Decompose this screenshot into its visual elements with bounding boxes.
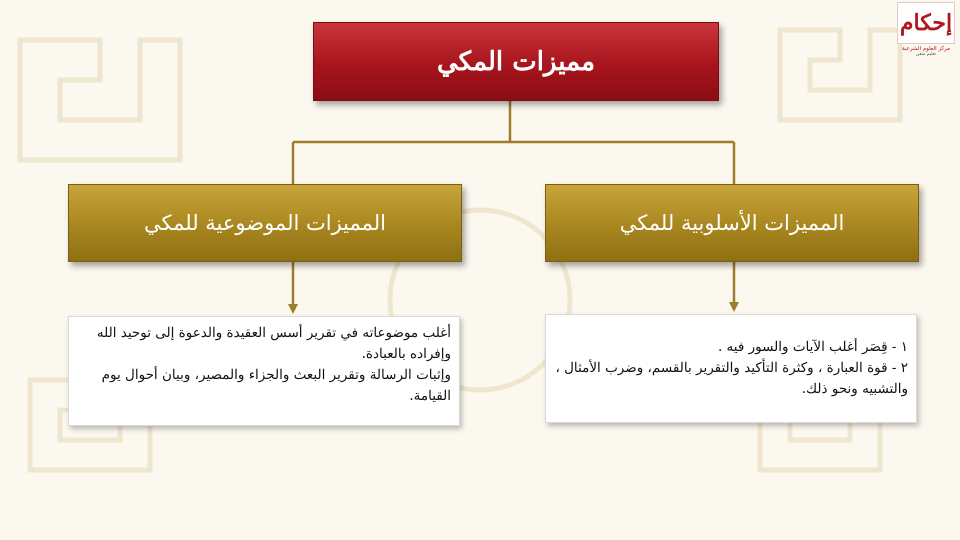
stylistic-details-box — [545, 314, 917, 423]
logo-subtitle-2: تعليم متقن — [915, 52, 937, 57]
branch-label-thematic: المميزات الموضوعية للمكي — [144, 211, 387, 235]
thematic-line-1: أغلب موضوعاته في تقرير أسس العقيدة والدعوة إلى توحيد الله وإفراده بالعبادة. — [96, 325, 451, 362]
branch-box-thematic — [68, 184, 462, 262]
title-box — [313, 22, 719, 101]
branch-box-stylistic — [545, 184, 919, 262]
thematic-line-2: وإثبات الرسالة وتقرير البعث والجزاء والمصير، وبيان أحوال يوم القيامة. — [101, 367, 451, 404]
logo — [896, 2, 956, 66]
stylistic-line-2: ٢ - قوة العبارة ، وكثرة التأكيد والتقرير بالقسم، وضرب الأمثال ، والتشبيه ونحو ذلك. — [555, 360, 908, 397]
logo-subtitle: مركز العلوم الشرعية — [901, 46, 951, 52]
title-text: مميزات المكي — [436, 46, 596, 77]
branch-label-stylistic: المميزات الأسلوبية للمكي — [619, 211, 845, 235]
stylistic-line-1: ١ - قِصَر أغلب الآيات والسور فيه . — [717, 339, 908, 355]
thematic-details-box — [68, 316, 460, 426]
logo-mark: إحكام — [897, 2, 955, 44]
